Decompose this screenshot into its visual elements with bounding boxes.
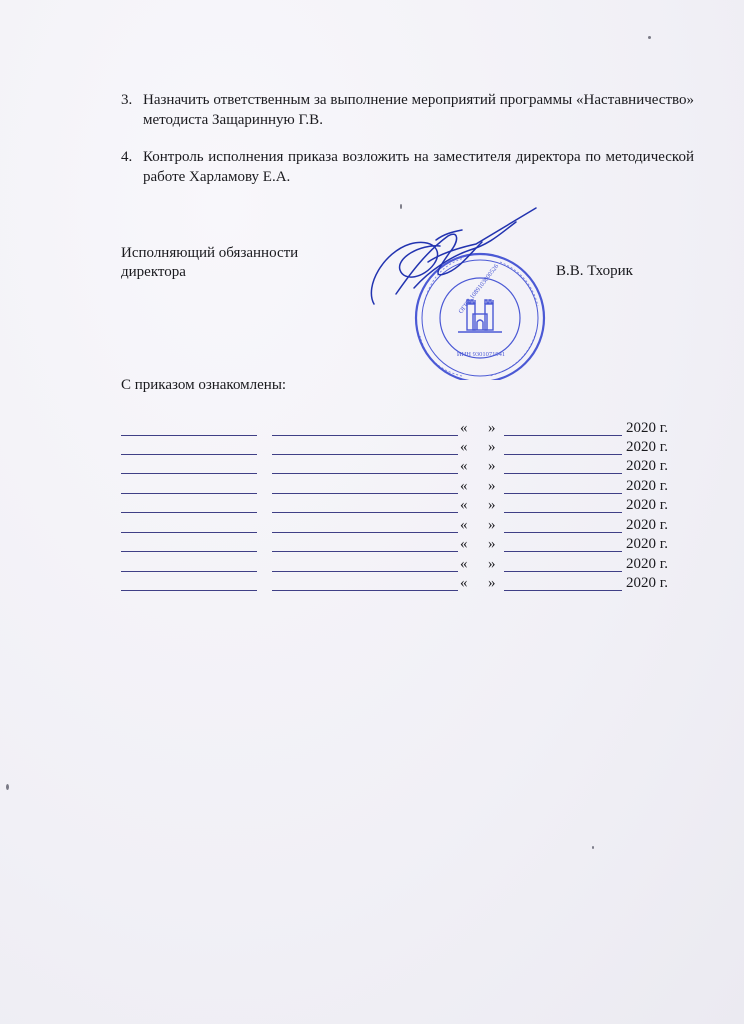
surname-blank [121, 454, 257, 455]
open-quote: « [460, 536, 468, 552]
acknowledgement-row [121, 537, 681, 555]
open-quote: « [460, 497, 468, 513]
acknowledgement-row [121, 440, 681, 458]
order-item-4 [121, 147, 694, 187]
handwritten-signature [371, 208, 536, 304]
item-text: Назначить ответственным за выполнение мероприятий программы «Наставничество» методиста Защаринную Г.В. [143, 92, 694, 128]
year-label: 2020 г. [626, 517, 668, 533]
surname-blank [121, 512, 257, 513]
signature-blank [272, 551, 458, 552]
open-quote: « [460, 556, 468, 572]
open-quote: « [460, 575, 468, 591]
stamp-inn-text: ИНН 9301071941 [456, 351, 506, 358]
acknowledgement-row [121, 518, 681, 536]
signatory-name: В.В. Тхорик [556, 263, 633, 279]
year-label: 2020 г. [626, 556, 668, 572]
date-blank [504, 590, 622, 591]
surname-blank [121, 590, 257, 591]
date-blank [504, 532, 622, 533]
signatory-title-line1: Исполняющий обязанности [121, 245, 299, 261]
official-stamp [416, 254, 544, 380]
acknowledgement-title: С приказом ознакомлены: [121, 377, 287, 393]
acknowledgement-row [121, 576, 681, 594]
surname-blank [121, 493, 257, 494]
date-blank [504, 551, 622, 552]
year-label: 2020 г. [626, 420, 668, 436]
item-text: Контроль исполнения приказа возложить на заместителя директора по методической работе Харламову Е.А. [143, 149, 694, 185]
open-quote: « [460, 478, 468, 494]
date-blank [504, 473, 622, 474]
date-blank [504, 512, 622, 513]
year-label: 2020 г. [626, 439, 668, 455]
signature-blank [272, 473, 458, 474]
acknowledgement-row [121, 459, 681, 477]
signature-blank [272, 454, 458, 455]
date-blank [504, 435, 622, 436]
signatory-title [121, 244, 298, 282]
year-label: 2020 г. [626, 497, 668, 513]
signature-blank [272, 435, 458, 436]
paper-speck [6, 784, 9, 790]
stamp-and-signature [340, 204, 555, 380]
open-quote: « [460, 517, 468, 533]
paper-speck [592, 846, 594, 849]
item-number: 3. [121, 92, 133, 108]
acknowledgement-row [121, 557, 681, 575]
acknowledgement-row [121, 421, 681, 439]
signature-blank [272, 532, 458, 533]
paper-speck [648, 36, 651, 39]
surname-blank [121, 473, 257, 474]
close-quote: » [488, 478, 496, 494]
open-quote: « [460, 458, 468, 474]
order-item-3 [121, 90, 694, 130]
item-number: 4. [121, 149, 133, 165]
paper-speck [400, 204, 402, 209]
date-blank [504, 493, 622, 494]
close-quote: » [488, 517, 496, 533]
close-quote: » [488, 420, 496, 436]
surname-blank [121, 571, 257, 572]
year-label: 2020 г. [626, 458, 668, 474]
date-blank [504, 571, 622, 572]
acknowledgement-row [121, 498, 681, 516]
signature-blank [272, 493, 458, 494]
signature-blank [272, 571, 458, 572]
open-quote: « [460, 439, 468, 455]
surname-blank [121, 551, 257, 552]
stamp-ogrn-text: ОГРН 1089103000526 [457, 263, 501, 316]
close-quote: » [488, 556, 496, 572]
signatory-title-line2: директора [121, 264, 186, 280]
close-quote: » [488, 439, 496, 455]
signature-blank [272, 512, 458, 513]
close-quote: » [488, 458, 496, 474]
acknowledgement-row [121, 479, 681, 497]
signature-blank [272, 590, 458, 591]
surname-blank [121, 532, 257, 533]
close-quote: » [488, 497, 496, 513]
close-quote: » [488, 575, 496, 591]
year-label: 2020 г. [626, 536, 668, 552]
date-blank [504, 454, 622, 455]
surname-blank [121, 435, 257, 436]
year-label: 2020 г. [626, 575, 668, 591]
open-quote: « [460, 420, 468, 436]
year-label: 2020 г. [626, 478, 668, 494]
close-quote: » [488, 536, 496, 552]
